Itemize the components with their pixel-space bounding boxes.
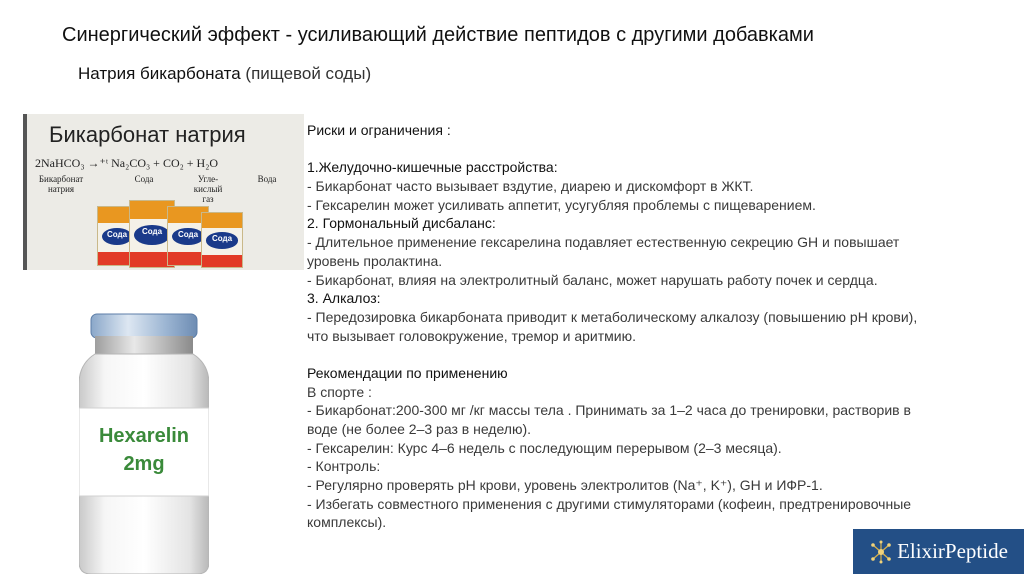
slide-subtitle: [78, 64, 371, 84]
blank-line: [307, 345, 997, 364]
hexarelin-vial: [79, 312, 209, 574]
text-line: уровень пролактина.: [307, 252, 443, 269]
text-line: - Длительное применение гексарелина подавляет естественную секрецию GH и повышает: [307, 234, 900, 251]
soda-legend-item: Угле-кислый газ: [193, 174, 223, 204]
text-line: - Избегать совместного применения с другими стимуляторами (кофеин, предтренировочные: [307, 495, 912, 512]
soda-legend-item: Бикарбонат натрия: [38, 174, 84, 194]
subtitle-bold: Натрия бикарбоната: [78, 64, 241, 83]
text-line: 2. Гормональный дисбаланс:: [307, 215, 496, 232]
brand-name: ElixirPeptide: [897, 539, 1008, 563]
text-line: - Регулярно проверять pH крови, уровень электролитов (Na⁺, K⁺), GH и ИФР-1.: [307, 477, 823, 494]
soda-box: Сода: [129, 200, 175, 268]
text-line: что вызывает головокружение, тремор и аритмию.: [307, 327, 636, 344]
text-line: - Контроль:: [307, 458, 381, 475]
text-line: - Бикарбонат часто вызывает вздутие, диарею и дискомфорт в ЖКТ.: [307, 178, 754, 195]
text-line: 1.Желудочно-кишечные расстройства:: [307, 159, 558, 176]
text-line: - Бикарбонат, влияя на электролитный баланс, может нарушать работу почек и сердца.: [307, 271, 878, 288]
risks-and-recommendations: [307, 121, 997, 532]
text-line: Риски и ограничения :: [307, 122, 451, 138]
slide-title: Синергический эффект - усиливающий действие пептидов с другими добавками: [62, 24, 814, 46]
vial-label-name: Hexarelin: [98, 425, 190, 447]
soda-legend-item: Сода: [134, 174, 154, 184]
baking-soda-image: [23, 114, 304, 270]
text-line: Рекомендации по применению: [307, 364, 508, 381]
molecule-icon: [869, 540, 893, 564]
subtitle-plain: (пищевой соды): [240, 64, 372, 83]
text-line: воде (не более 2–3 раз в неделю).: [307, 421, 532, 437]
soda-image-title: Бикарбонат натрия: [49, 122, 246, 147]
text-line: В спорте :: [307, 383, 372, 400]
vial-label-dose: 2mg: [123, 453, 165, 475]
text-line: - Бикарбонат:200-300 мг /кг массы тела . Принимать за 1–2 часа до тренировки, растворив в: [307, 402, 911, 419]
soda-box: Сода: [167, 206, 209, 266]
text-line: - Передозировка бикарбоната приводит к метаболическому алкалозу (повышению pH крови),: [307, 308, 918, 325]
text-line: - Гексарелин может усиливать аппетит, усугубляя проблемы с пищеварением.: [307, 196, 816, 213]
soda-legend-item: Вода: [257, 174, 277, 184]
text-line: 3. Алкалоз:: [307, 290, 381, 307]
elixirpeptide-logo: [853, 529, 1024, 574]
text-line: - Гексарелин: Курс 4–6 недель с последующим перерывом (2–3 месяца).: [307, 439, 782, 456]
soda-equation: 2NaHCO₃ →⁺ᵗ Na₂CO₃ + CO₂ + H₂O: [35, 156, 219, 170]
blank-line: [307, 140, 997, 159]
text-line: комплексы).: [307, 514, 387, 531]
soda-box: Сода: [97, 206, 137, 266]
soda-box: Сода: [201, 212, 243, 268]
